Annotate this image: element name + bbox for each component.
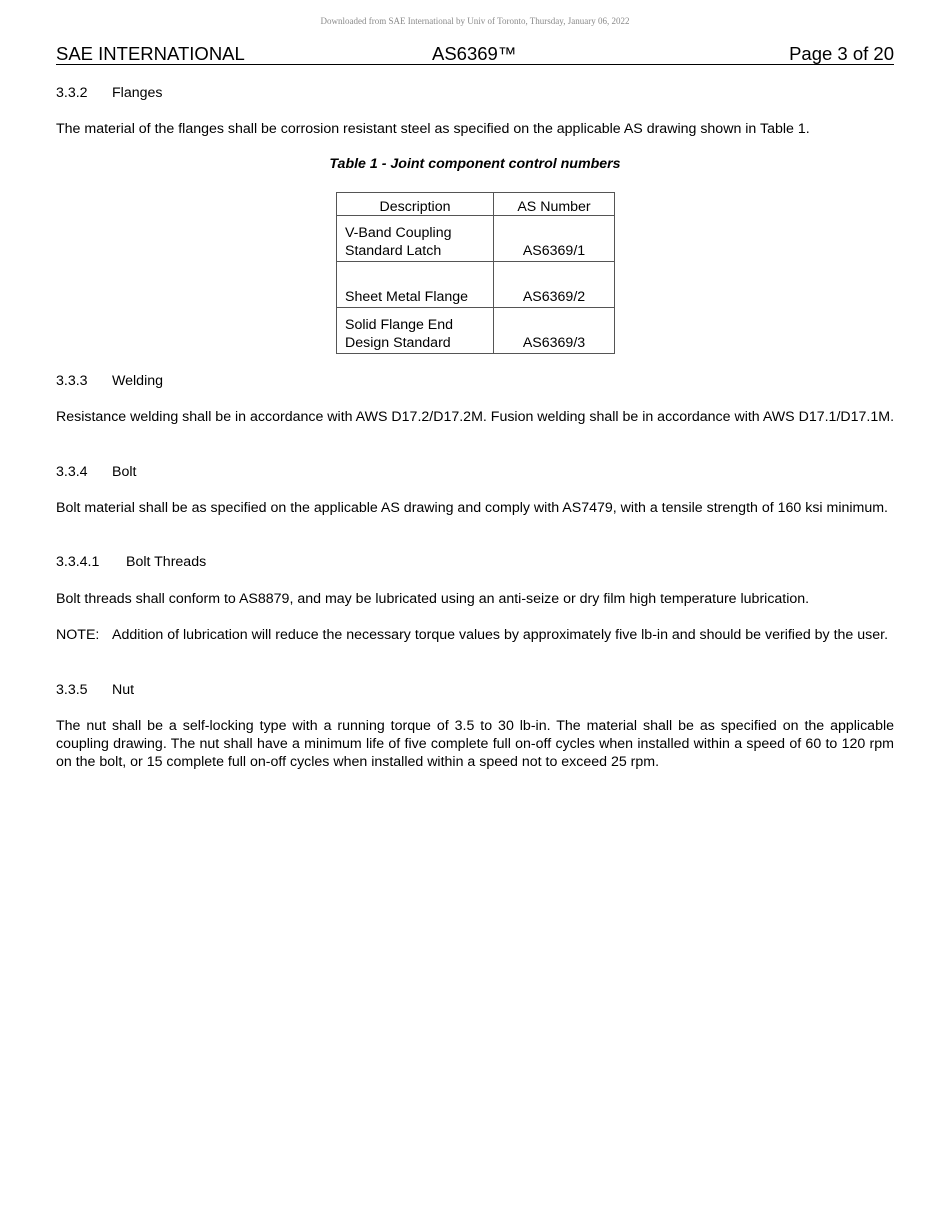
download-watermark: Downloaded from SAE International by Univ of Toronto, Thursday, January 06, 2022 — [320, 16, 630, 26]
cell-as-number: AS6369/1 — [494, 216, 615, 262]
cell-as-number: AS6369/2 — [494, 262, 615, 308]
lubrication-note — [56, 626, 894, 644]
description-line: Standard Latch — [345, 242, 442, 259]
note-label: NOTE: — [56, 627, 100, 643]
header-org: SAE INTERNATIONAL — [56, 43, 245, 64]
nut-paragraph: The nut shall be a self-locking type with a running torque of 3.5 to 30 lb-in. The material shall be as specified on the applicable coupling drawing. The nut shall have a minimum life of five complete full on-off cycles when installed within a speed of 60 to 120 rpm on the bolt, or 15 complete full on-off cycles when installed within a speed not to exceed 25 rpm. — [56, 718, 894, 770]
section-heading-welding — [56, 372, 894, 390]
page-header — [56, 43, 894, 65]
table-row — [337, 262, 615, 308]
section-title: Bolt — [112, 464, 137, 480]
section-title: Flanges — [112, 85, 163, 101]
section-heading-bolt — [56, 463, 894, 481]
section-title: Nut — [112, 682, 135, 698]
table-header-row — [337, 193, 615, 216]
description-line: Sheet Metal Flange — [345, 288, 469, 305]
table-row — [337, 308, 615, 354]
table-row — [337, 216, 615, 262]
description-line: Design Standard — [345, 334, 451, 351]
section-heading-flanges — [56, 84, 894, 102]
header-doc-id: AS6369™ — [432, 43, 517, 64]
bolt-paragraph: Bolt material shall be as specified on the applicable AS drawing and comply with AS7479, with a tensile strength of 160 ksi minimum. — [56, 500, 888, 516]
section-heading-nut — [56, 681, 894, 699]
column-header-description: Description — [337, 193, 494, 216]
cell-description — [337, 216, 494, 262]
description-line: V-Band Coupling — [345, 225, 452, 241]
joint-component-table — [336, 192, 615, 354]
section-title: Bolt Threads — [126, 554, 207, 570]
header-page-number: Page 3 of 20 — [789, 43, 894, 64]
cell-description — [337, 308, 494, 354]
section-heading-bolt-threads — [56, 553, 894, 571]
table-caption: Table 1 - Joint component control numbers — [329, 156, 621, 172]
column-header-as-number: AS Number — [494, 193, 615, 216]
section-number: 3.3.4.1 — [56, 554, 100, 570]
note-text: Addition of lubrication will reduce the necessary torque values by approximately five lb-in and should be verified by the user. — [112, 627, 889, 643]
section-number: 3.3.2 — [56, 85, 88, 101]
section-number: 3.3.3 — [56, 373, 88, 389]
bolt-threads-paragraph: Bolt threads shall conform to AS8879, and may be lubricated using an anti-seize or dry film high temperature lubrication. — [56, 591, 810, 607]
section-number: 3.3.4 — [56, 464, 88, 480]
description-line: Solid Flange End — [345, 317, 454, 333]
section-title: Welding — [112, 373, 163, 389]
cell-as-number: AS6369/3 — [494, 308, 615, 354]
cell-description — [337, 262, 494, 308]
section-number: 3.3.5 — [56, 682, 88, 698]
welding-paragraph: Resistance welding shall be in accordance with AWS D17.2/D17.2M. Fusion welding shall be in accordance with AWS D17.1/D17.1M. — [56, 409, 895, 425]
flanges-paragraph: The material of the flanges shall be corrosion resistant steel as specified on the applicable AS drawing shown in Table 1. — [56, 121, 810, 137]
